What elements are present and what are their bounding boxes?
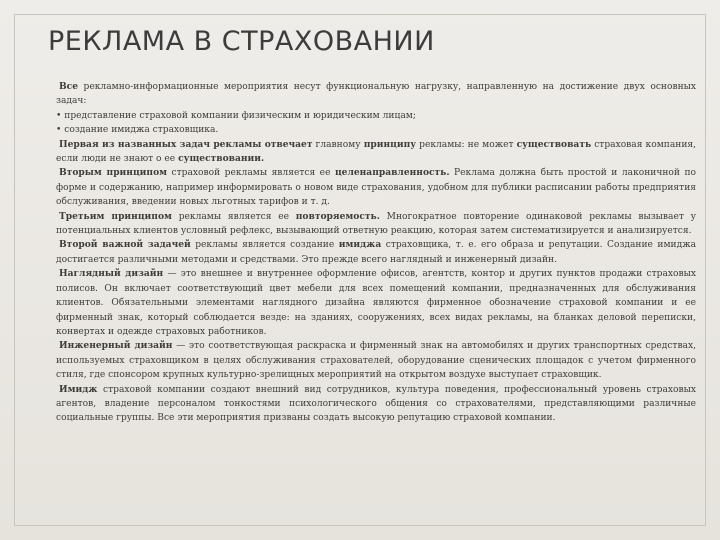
paragraph-image: Имидж страховой компании создают внешний вид сотрудников, культура поведения, профессиональный уровень страховых агентов, владение персоналом тонкостями психологического общения со страхователями, представляющими различные социальные группы. Все эти мероприятия призваны создать высокую репутацию страховой компании. [56, 383, 696, 424]
slide-body [56, 80, 696, 426]
paragraph-first-task: Первая из названных задач рекламы отвечает главному принципу рекламы: не может существовать страховая компания, если люди не знают о ее существовании. [56, 138, 697, 165]
paragraph-intro: Все рекламно-информационные мероприятия несут функциональную нагрузку, направленную на достижение двух основных задач: [56, 81, 696, 107]
slide-title: РЕКЛАМА В СТРАХОВАНИИ [48, 26, 435, 57]
paragraph-second-principle: Вторым принципом страховой рекламы является ее целенаправленность. Реклама должна быть простой и лаконичной по форме и содержанию, например информировать о новом виде страхования, удобном для публики расписании работы предприятия обслуживания, введении новых льготных тарифов и т. д. [56, 167, 696, 208]
paragraph-visual-design: Наглядный дизайн — это внешнее и внутреннее оформление офисов, агентств, контор и других пунктов продажи страховых полисов. Он включает соответствующий цвет мебели для всех помещений компании, предназначенных для обслуживания клиентов. Обязательными элементами наглядного дизайна являются фирменное обозначение страховой компании и ее фирменный знак, который соблюдается везде: на зданиях, сооружениях, всех видах рекламы, на бланках деловой переписки, конвертах и одежде страховых работников. [56, 268, 696, 337]
list-item-representation: • представление страховой компании физическим и юридическим лицам; [56, 110, 416, 121]
paragraph-engineering-design: Инженерный дизайн — это соответствующая раскраска и фирменный знак на автомобилях и других транспортных средствах, используемых страховщиком в целях обслуживания страхователей, оборудование сценических площадок с учетом фирменного стиля, где спонсором крупных культурно-зрелищных мероприятий на открытом воздухе выступает страховщик. [56, 340, 697, 381]
paragraph-third-principle: Третьим принципом рекламы является ее повторяемость. Многократное повторение одинаковой рекламы вызывает у потенциальных клиентов условный рефлекс, вызывающий ответную реакцию, которая затем систематизируется и анализируется. [56, 210, 696, 237]
list-item-image: • создание имиджа страховщика. [56, 125, 219, 136]
paragraph-second-task: Второй важной задачей рекламы является создание имиджа страховщика, т. е. его образа и репутации. Создание имиджа достигается различными методами и средствами. Это прежде всего наглядный и инженерный дизайн. [56, 239, 696, 265]
